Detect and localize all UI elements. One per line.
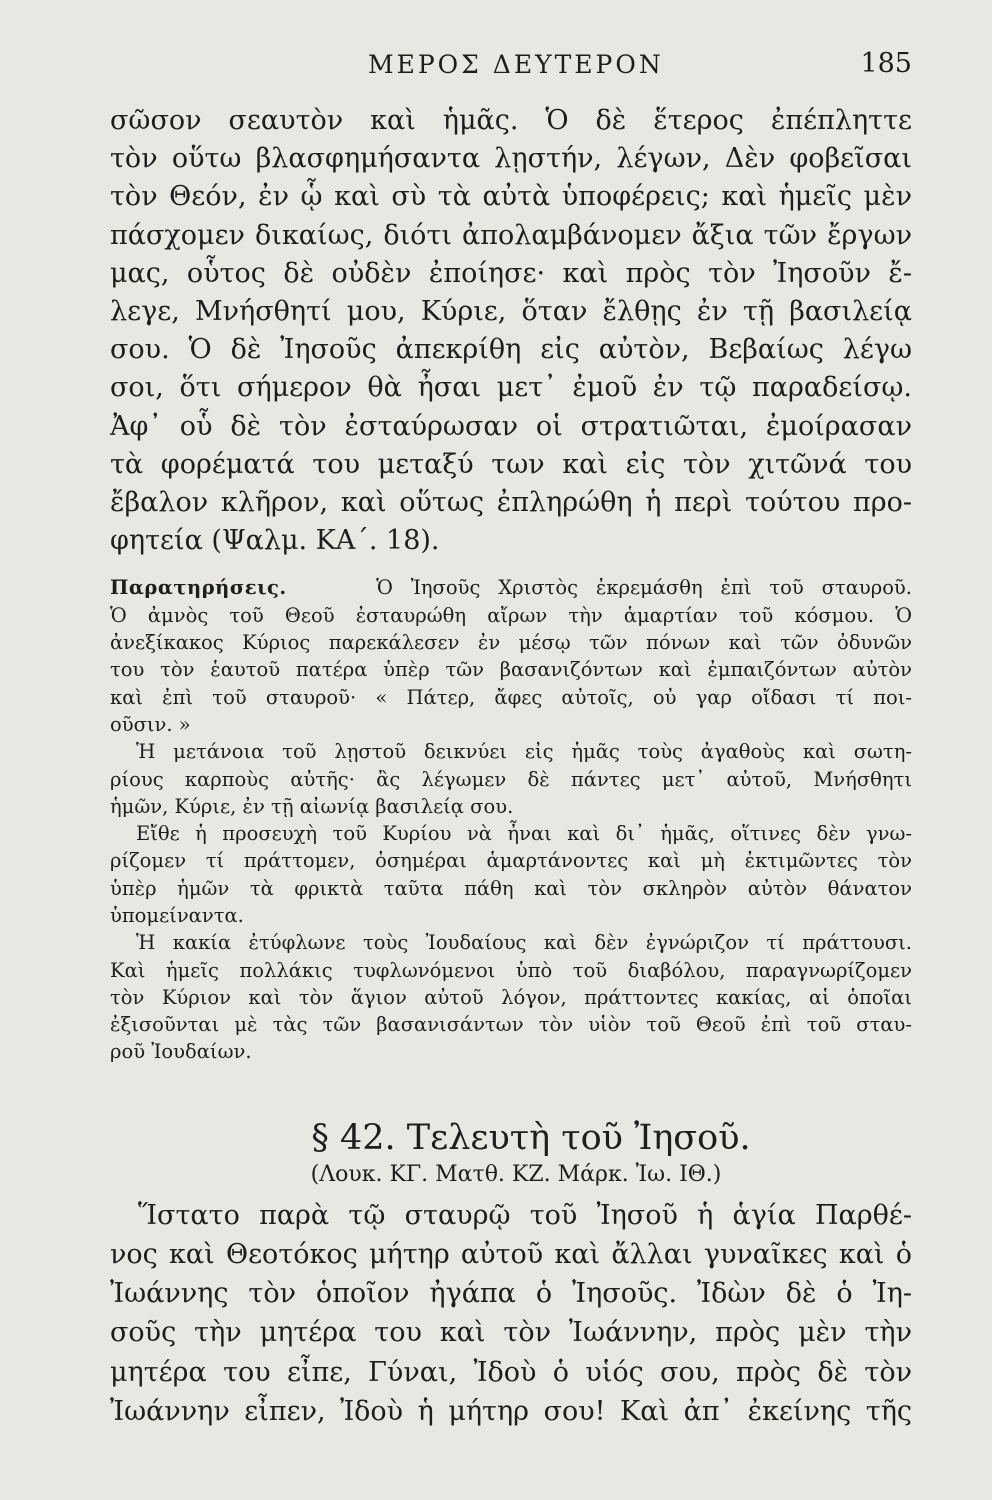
note-line: ὑπὲρ ἡμῶν τὰ φρικτὰ ταῦτα πάθη καὶ τὸν σκληρὸν αὐτὸν θάνατον bbox=[110, 876, 912, 900]
text-line: νος καὶ Θεοτόκος μήτηρ αὐτοῦ καὶ ἄλλαι γυναῖκες καὶ ὁ bbox=[110, 1238, 912, 1270]
note-line: ἀνεξίκακος Κύριος παρεκάλεσεν ἐν μέσῳ τῶν πόνων καὶ τῶν ὀδυνῶν bbox=[110, 631, 912, 655]
note-line: ἐξισοῦνται μὲ τὰς τῶν βασανισάντων τὸν υἱὸν τοῦ Θεοῦ ἐπὶ τοῦ σταυ- bbox=[110, 1013, 912, 1037]
note-line: Ἡ μετάνοια τοῦ λῃστοῦ δεικνύει εἰς ἡμᾶς τοὺς ἀγαθοὺς καὶ σωτη- bbox=[136, 740, 912, 764]
note-line: Ἡ κακία ἐτύφλωνε τοὺς Ἰουδαίους καὶ δὲν ἐγνώριζον τί πράττουσι. bbox=[136, 931, 912, 955]
text-line: Ἵστατο παρὰ τῷ σταυρῷ τοῦ Ἰησοῦ ἡ ἁγία Παρθέ- bbox=[138, 1199, 912, 1231]
text-line: λεγε, Μνήσθητί μου, Κύριε, ὅταν ἔλθῃς ἐν τῇ βασιλείᾳ bbox=[110, 296, 912, 328]
section-title: § 42. Τελευτὴ τοῦ Ἰησοῦ. bbox=[311, 1117, 751, 1158]
text-line: τὸν Θεόν, ἐν ᾧ καὶ σὺ τὰ αὐτὰ ὑποφέρεις; καὶ ἡμεῖς μὲν bbox=[110, 181, 912, 213]
text-line: τὸν οὕτω βλασφημήσαντα λῃστήν, λέγων, Δὲν φοβεῖσαι bbox=[110, 143, 912, 175]
text-line: πάσχομεν δικαίως, διότι ἀπολαμβάνομεν ἄξια τῶν ἔργων bbox=[110, 219, 912, 251]
note-line: οῦσιν. » bbox=[110, 712, 191, 736]
running-header bbox=[110, 46, 912, 102]
text-line: σῶσον σεαυτὸν καὶ ἡμᾶς. Ὁ δὲ ἕτερος ἐπέπληττε bbox=[110, 105, 912, 136]
text-line: μας, οὗτος δὲ οὐδὲν ἐποίησε· καὶ πρὸς τὸν Ἰησοῦν ἔ- bbox=[110, 257, 912, 289]
text-line: σοι, ὅτι σήμερον θὰ ἦσαι μετ᾽ ἐμοῦ ἐν τῷ παραδείσῳ. bbox=[110, 372, 912, 404]
text-line: Ἰωάννης τὸν ὁποῖον ἠγάπα ὁ Ἰησοῦς. Ἰδὼν δὲ ὁ Ἰη- bbox=[110, 1278, 912, 1310]
notes-heading: Παρατηρήσεις. bbox=[110, 576, 287, 600]
text-line: Ἰωάννην εἶπεν, Ἰδοὺ ἡ μήτηρ σου! Καὶ ἀπ᾽ ἐκείνης τῆς bbox=[110, 1395, 912, 1427]
text-line: τὰ φορέματά του μεταξύ των καὶ εἰς τὸν χιτῶνά του bbox=[110, 448, 912, 480]
main-text-block bbox=[110, 102, 912, 560]
text-line: ἔβαλον κλῆρον, καὶ οὕτως ἐπληρώθη ἡ περὶ τούτου προ- bbox=[110, 487, 912, 519]
text-line: Ἀφ᾽ οὗ δὲ τὸν ἐσταύρωσαν οἱ στρατιῶται, ἐμοίρασαν bbox=[110, 410, 912, 442]
text-line: σου. Ὁ δὲ Ἰησοῦς ἀπεκρίθη εἰς αὐτὸν, Βεβαίως λέγω bbox=[110, 334, 912, 366]
page-number: 185 bbox=[860, 48, 912, 79]
note-text: Ὁ Ἰησοῦς Χριστὸς ἐκρεμάσθη ἐπὶ τοῦ σταυροῦ. bbox=[376, 576, 912, 600]
note-line: ἡμῶν, Κύριε, ἐν τῇ αἰωνίᾳ βασιλείᾳ σου. bbox=[110, 794, 514, 818]
note-line: Καὶ ἡμεῖς πολλάκις τυφλωνόμενοι ὑπὸ τοῦ διαβόλου, παραγνωρίζομεν bbox=[110, 958, 912, 982]
running-title: ΜΕΡΟΣ ΔΕΥΤΕΡΟΝ bbox=[368, 50, 664, 79]
section-body bbox=[110, 1196, 912, 1431]
note-line: Ὁ ἀμνὸς τοῦ Θεοῦ ἐσταυρώθη αἴρων τὴν ἁμαρτίαν τοῦ κόσμου. Ὁ bbox=[110, 603, 912, 627]
section-references: (Λουκ. ΚΓ. Ματθ. ΚΖ. Μάρκ. Ἰω. ΙΘ.) bbox=[310, 1161, 722, 1187]
text-line: σοῦς τὴν μητέρα του καὶ τὸν Ἰωάννην, πρὸς μὲν τὴν bbox=[110, 1317, 912, 1349]
note-line: Εἴθε ἡ προσευχὴ τοῦ Κυρίου νὰ ἦναι καὶ δι᾽ ἡμᾶς, οἵτινες δὲν γνω- bbox=[136, 822, 912, 846]
notes-block bbox=[110, 574, 912, 1065]
note-line: ὑπομείναντα. bbox=[110, 904, 244, 927]
note-line: ροῦ Ἰουδαίων. bbox=[110, 1040, 252, 1064]
text-line: φητεία (Ψαλμ. ΚΑ΄. 18). bbox=[110, 525, 440, 557]
note-line: ρίζομεν τί πράττομεν, ὁσημέραι ἁμαρτάνοντες καὶ μὴ ἐκτιμῶντες τὸν bbox=[110, 849, 912, 873]
note-line: τὸν Κύριον καὶ τὸν ἅγιον αὐτοῦ λόγον, πράττοντες κακίας, αἱ ὁποῖαι bbox=[110, 985, 912, 1009]
note-line: ρίους καρποὺς αὐτῆς· ἂς λέγωμεν δὲ πάντες μετ᾽ αὐτοῦ, Μνήσθητι bbox=[110, 767, 912, 791]
note-line bbox=[110, 574, 912, 601]
note-line: του τὸν ἑαυτοῦ πατέρα ὑπὲρ τῶν βασανιζόντων καὶ ἐμπαιζόντων αὐτὸν bbox=[110, 658, 912, 682]
note-line: καὶ ἐπὶ τοῦ σταυροῦ· « Πάτερ, ἄφες αὐτοῖς, οὐ γαρ οἴδασι τί ποι- bbox=[110, 685, 912, 709]
text-line: μητέρα του εἶπε, Γύναι, Ἰδοὺ ὁ υἱός σου, πρὸς δὲ τὸν bbox=[110, 1356, 912, 1388]
